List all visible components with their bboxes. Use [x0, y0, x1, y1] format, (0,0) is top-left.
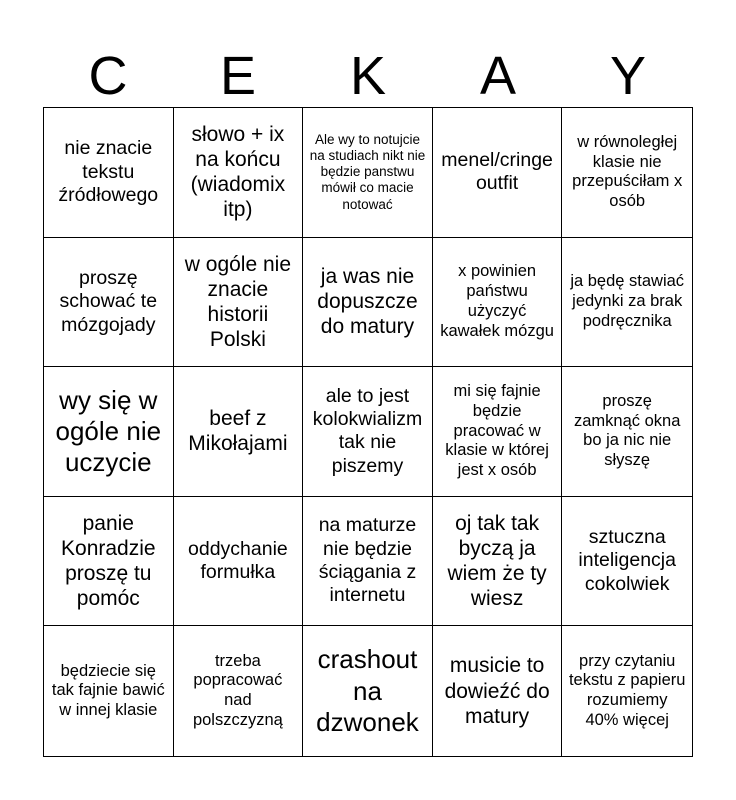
bingo-cell-text: proszę zamknąć okna bo ja nic nie słyszę [574, 391, 681, 470]
bingo-cell-text: menel/cringe outfit [441, 148, 553, 195]
bingo-cell-text: słowo + ix na końcu (wiadomix itp) [190, 122, 286, 222]
bingo-cell-text: nie znacie tekstu źródłowego [58, 137, 159, 206]
bingo-cell-text: w równoległej klasie nie przepuściłam x osób [572, 132, 683, 211]
bingo-cell[interactable] [433, 497, 563, 627]
bingo-cell-text: panie Konradzie proszę tu pomóc [61, 511, 156, 611]
bingo-cell[interactable] [44, 108, 174, 238]
bingo-cell-text: proszę schować te mózgojady [59, 266, 158, 336]
bingo-cell-text: mi się fajnie będzie pracować w klasie w której jest x osób [445, 382, 549, 480]
bingo-cell-text: oj tak tak byczą ja wiem że ty wiesz [447, 511, 547, 611]
header-letter-e: E [219, 46, 257, 106]
bingo-cell-text: będziecie się tak fajnie bawić w innej klasie [51, 661, 165, 720]
bingo-cell-text: sztuczna inteligencja cokolwiek [578, 526, 676, 595]
bingo-cell[interactable] [174, 497, 304, 627]
bingo-cell[interactable] [562, 238, 692, 368]
bingo-cell[interactable] [174, 238, 304, 368]
bingo-cell[interactable] [562, 497, 692, 627]
bingo-cell-text: ja będę stawiać jedynki za brak podręcznika [570, 272, 685, 330]
bingo-cell-text: trzeba popracować nad polszczyzną [192, 651, 283, 729]
bingo-cell[interactable] [303, 238, 433, 368]
bingo-cell[interactable] [562, 108, 692, 238]
header-letter-c: C [88, 46, 128, 106]
bingo-cell[interactable] [303, 626, 433, 756]
bingo-cell-text: beef z Mikołajami [188, 407, 288, 456]
bingo-cell[interactable] [433, 108, 563, 238]
bingo-header [43, 44, 693, 108]
bingo-cell[interactable] [303, 367, 433, 497]
bingo-cell[interactable] [174, 108, 304, 238]
bingo-cell[interactable] [303, 108, 433, 238]
bingo-cell-text: ja was nie dopuszcze do matury [317, 265, 418, 339]
bingo-cell[interactable] [44, 238, 174, 368]
bingo-cell-text: crashout na dzwonek [316, 644, 419, 737]
bingo-cell[interactable] [44, 367, 174, 497]
bingo-cell-text: oddychanie formułka [188, 537, 288, 584]
header-letter-y: Y [609, 46, 647, 106]
bingo-cell[interactable] [174, 367, 304, 497]
bingo-cell[interactable] [44, 497, 174, 627]
bingo-cell[interactable] [174, 626, 304, 756]
header-letter-k: K [349, 46, 387, 106]
bingo-cell-text: musicie to dowieźć do matury [444, 654, 550, 728]
bingo-cell-text: x powinien państwu użyczyć kawałek mózgu [440, 262, 554, 340]
header-letter-a: A [479, 46, 517, 106]
bingo-cell-text: Ale wy to notujcie na studiach nikt nie będzie panstwu mówił co macie notować [309, 131, 426, 212]
bingo-cell-text: wy się w ogóle nie uczycie [55, 384, 162, 478]
bingo-cell[interactable] [303, 497, 433, 627]
bingo-cell[interactable] [433, 626, 563, 756]
bingo-cell[interactable] [44, 626, 174, 756]
bingo-cell[interactable] [562, 367, 692, 497]
bingo-cell-text: w ogóle nie znacie historii Polski [184, 252, 292, 352]
bingo-cell-text: na maturze nie będzie ściągania z internetu [318, 514, 417, 607]
bingo-board [43, 107, 693, 757]
bingo-cell[interactable] [433, 238, 563, 368]
bingo-cell-text: ale to jest kolokwializm tak nie piszemy [312, 384, 423, 477]
bingo-cell[interactable] [562, 626, 692, 756]
bingo-cell-text: przy czytaniu tekstu z papieru rozumiemy 40% więcej [568, 651, 686, 729]
bingo-cell[interactable] [433, 367, 563, 497]
